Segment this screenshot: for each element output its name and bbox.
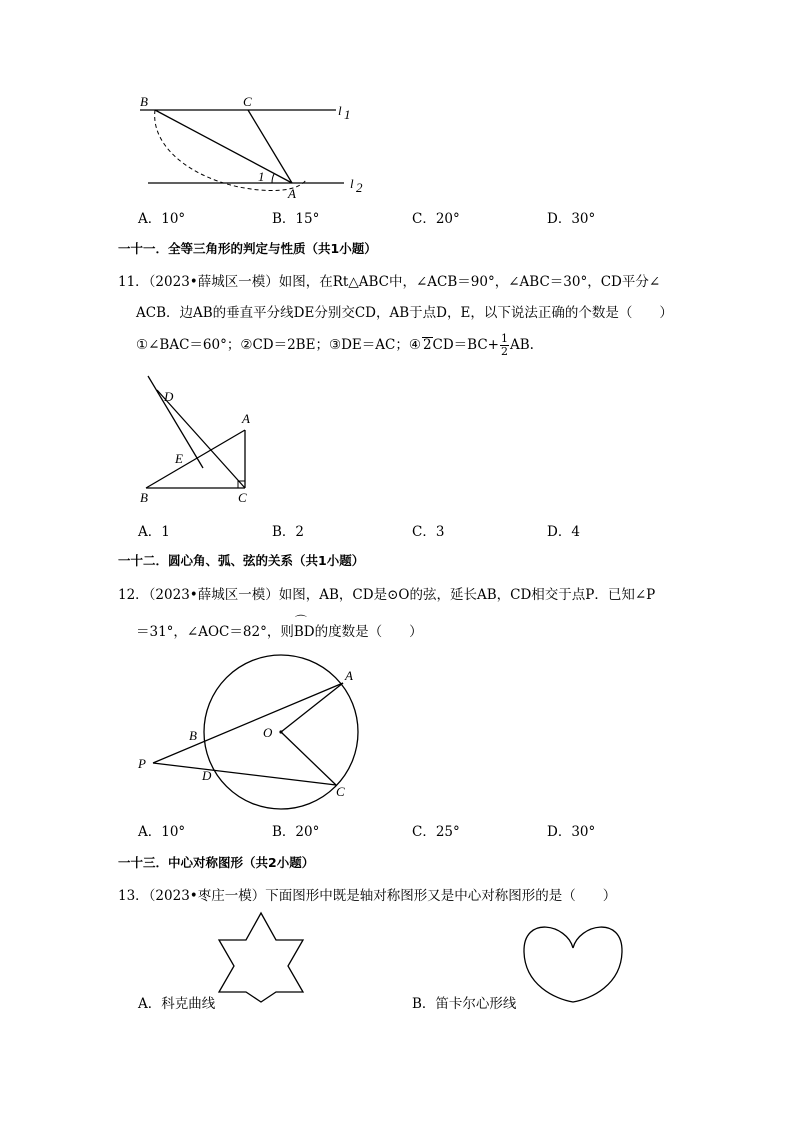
- koch-star-shape: [219, 913, 303, 1002]
- q11-line-2: ACB．边AB的垂直平分线DE分别交CD，AB于点D，E，以下说法正确的个数是（ ）: [136, 305, 673, 321]
- label-d: D: [202, 768, 212, 783]
- q12-line-1: 12．（2023•薛城区一模）如图，AB，CD是⊙O的弦，延长AB，CD相交于点P．已知∠P: [118, 587, 656, 603]
- label-a: A: [288, 186, 296, 201]
- q11-statement-end: AB.: [510, 337, 534, 353]
- q11-option-b: B．2: [272, 524, 305, 540]
- q10-option-a: A．10°: [138, 211, 186, 227]
- q11-option-c: C．3: [412, 524, 445, 540]
- q11-option-d: D．4: [547, 524, 580, 540]
- label-d: D: [164, 389, 174, 404]
- label-b: B: [189, 728, 197, 743]
- sqrt-two: 2: [422, 337, 432, 353]
- label-l1: l: [338, 103, 342, 118]
- fraction-numerator: 1: [501, 332, 508, 345]
- label-a: A: [242, 411, 250, 426]
- label-p: P: [138, 756, 146, 771]
- q11-option-a: A．1: [138, 524, 170, 540]
- q10-option-c: C．20°: [412, 211, 460, 227]
- q13-line-1: 13．（2023•枣庄一模）下面图形中既是轴对称图形又是中心对称图形的是（ ）: [118, 888, 617, 904]
- q11-statement-4: CD＝BC+: [432, 337, 499, 353]
- q13-option-a: A．科克曲线: [138, 996, 216, 1012]
- label-b: B: [140, 94, 148, 109]
- q10-option-b: B．15°: [272, 211, 320, 227]
- q12-option-b: B．20°: [272, 824, 320, 840]
- q12-option-a: A．10°: [138, 824, 186, 840]
- section-heading-12: 一十二．圆心角、弧、弦的关系（共1小题）: [118, 553, 365, 568]
- label-b: B: [140, 490, 148, 505]
- q13-option-b: B．笛卡尔心形线: [412, 996, 517, 1012]
- label-angle-1: 1: [258, 169, 265, 184]
- section-heading-13: 一十三．中心对称图形（共2小题）: [118, 855, 315, 870]
- q12-given: ＝31°，∠AOC＝82°，则: [136, 624, 294, 640]
- label-c: C: [336, 784, 345, 799]
- label-a: A: [345, 668, 353, 683]
- cardioid-shape: [524, 927, 622, 1002]
- label-o: O: [263, 725, 273, 740]
- fraction-denominator: 2: [501, 345, 508, 358]
- label-e: E: [175, 451, 183, 466]
- label-c: C: [238, 490, 247, 505]
- label-l2-sub: 2: [356, 180, 363, 195]
- q10-option-d: D．30°: [547, 211, 596, 227]
- q11-statements: ①∠BAC＝60°；②CD＝2BE；③DE＝AC；④: [136, 337, 421, 353]
- arc-bd: ⌒ BD: [294, 624, 315, 640]
- label-c: C: [243, 94, 252, 109]
- q11-line-1: 11．（2023•薛城区一模）如图，在Rt△ABC中，∠ACB＝90°，∠ABC＝30°，CD平分∠: [118, 274, 661, 290]
- label-l1-sub: 1: [344, 107, 351, 122]
- label-l2: l: [350, 176, 354, 191]
- section-heading-11: 一十一．全等三角形的判定与性质（共1小题）: [118, 241, 377, 256]
- q12-option-c: C．25°: [412, 824, 460, 840]
- q12-option-d: D．30°: [547, 824, 596, 840]
- q12-question: 的度数是（ ）: [314, 624, 423, 640]
